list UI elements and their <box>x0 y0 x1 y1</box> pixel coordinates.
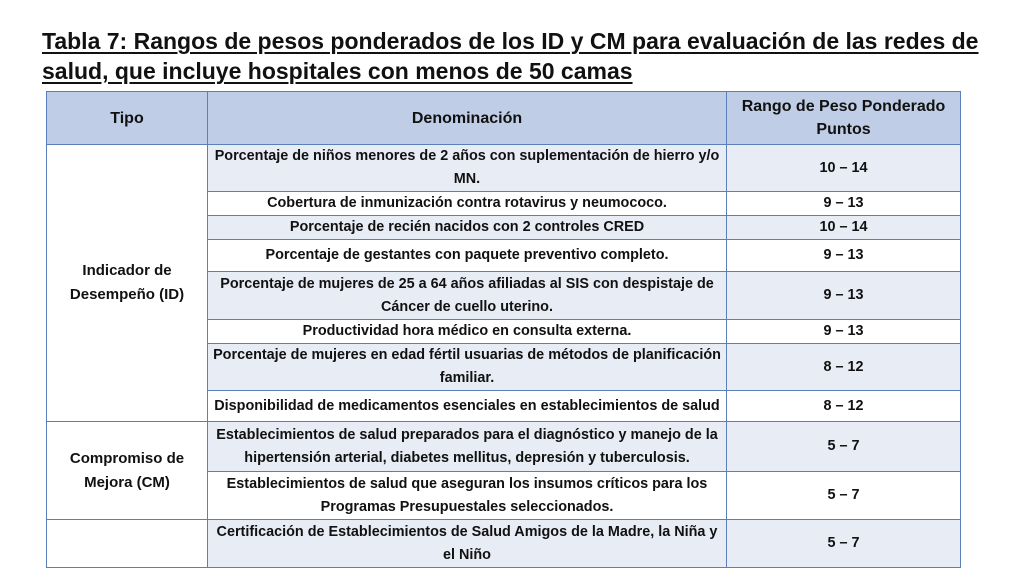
rango-cell: 5 – 7 <box>727 472 961 520</box>
table-row <box>47 422 961 472</box>
denominacion-cell: Porcentaje de mujeres de 25 a 64 años afiliadas al SIS con despistaje de Cáncer de cuello uterino. <box>208 272 727 320</box>
denominacion-cell: Porcentaje de recién nacidos con 2 controles CRED <box>208 216 727 240</box>
group-cell-empty <box>47 520 208 568</box>
table-row <box>47 520 961 568</box>
denominacion-cell: Certificación de Establecimientos de Salud Amigos de la Madre, la Niña y el Niño <box>208 520 727 568</box>
denominacion-cell: Establecimientos de salud preparados para el diagnóstico y manejo de la hipertensión arterial, diabetes mellitus, depresión y tuberculosis. <box>208 422 727 472</box>
rango-cell: 8 – 12 <box>727 344 961 391</box>
header-tipo: Tipo <box>47 92 208 145</box>
denominacion-cell: Porcentaje de mujeres en edad fértil usuarias de métodos de planificación familiar. <box>208 344 727 391</box>
rango-cell: 9 – 13 <box>727 192 961 216</box>
header-row <box>47 92 961 145</box>
denominacion-cell: Productividad hora médico en consulta externa. <box>208 320 727 344</box>
rango-cell: 5 – 7 <box>727 520 961 568</box>
denominacion-cell: Porcentaje de gestantes con paquete preventivo completo. <box>208 240 727 272</box>
title-line-2: salud, que incluye hospitales con menos de 50 camas <box>42 58 633 84</box>
group-cell-id: Indicador de Desempeño (ID) <box>47 145 208 422</box>
denominacion-cell: Porcentaje de niños menores de 2 años con suplementación de hierro y/o MN. <box>208 145 727 192</box>
rango-cell: 9 – 13 <box>727 272 961 320</box>
page-title <box>42 26 1002 86</box>
header-rango-line1: Rango de Peso Ponderado <box>741 98 946 115</box>
header-denominacion: Denominación <box>208 92 727 145</box>
rango-cell: 5 – 7 <box>727 422 961 472</box>
rango-cell: 10 – 14 <box>727 216 961 240</box>
title-line-1: Tabla 7: Rangos de pesos ponderados de los ID y CM para evaluación de las redes de <box>42 28 979 54</box>
denominacion-cell: Disponibilidad de medicamentos esenciales en establecimientos de salud <box>208 391 727 422</box>
denominacion-cell: Establecimientos de salud que aseguran los insumos críticos para los Programas Presupuestales seleccionados. <box>208 472 727 520</box>
group-cell-cm: Compromiso de Mejora (CM) <box>47 422 208 520</box>
table-row <box>47 145 961 192</box>
rango-cell: 10 – 14 <box>727 145 961 192</box>
rango-cell: 9 – 13 <box>727 240 961 272</box>
header-rango <box>727 92 961 145</box>
header-rango-line2: Puntos <box>816 121 871 138</box>
denominacion-cell: Cobertura de inmunización contra rotavirus y neumococo. <box>208 192 727 216</box>
rango-cell: 9 – 13 <box>727 320 961 344</box>
rango-cell: 8 – 12 <box>727 391 961 422</box>
weights-table <box>46 91 961 568</box>
